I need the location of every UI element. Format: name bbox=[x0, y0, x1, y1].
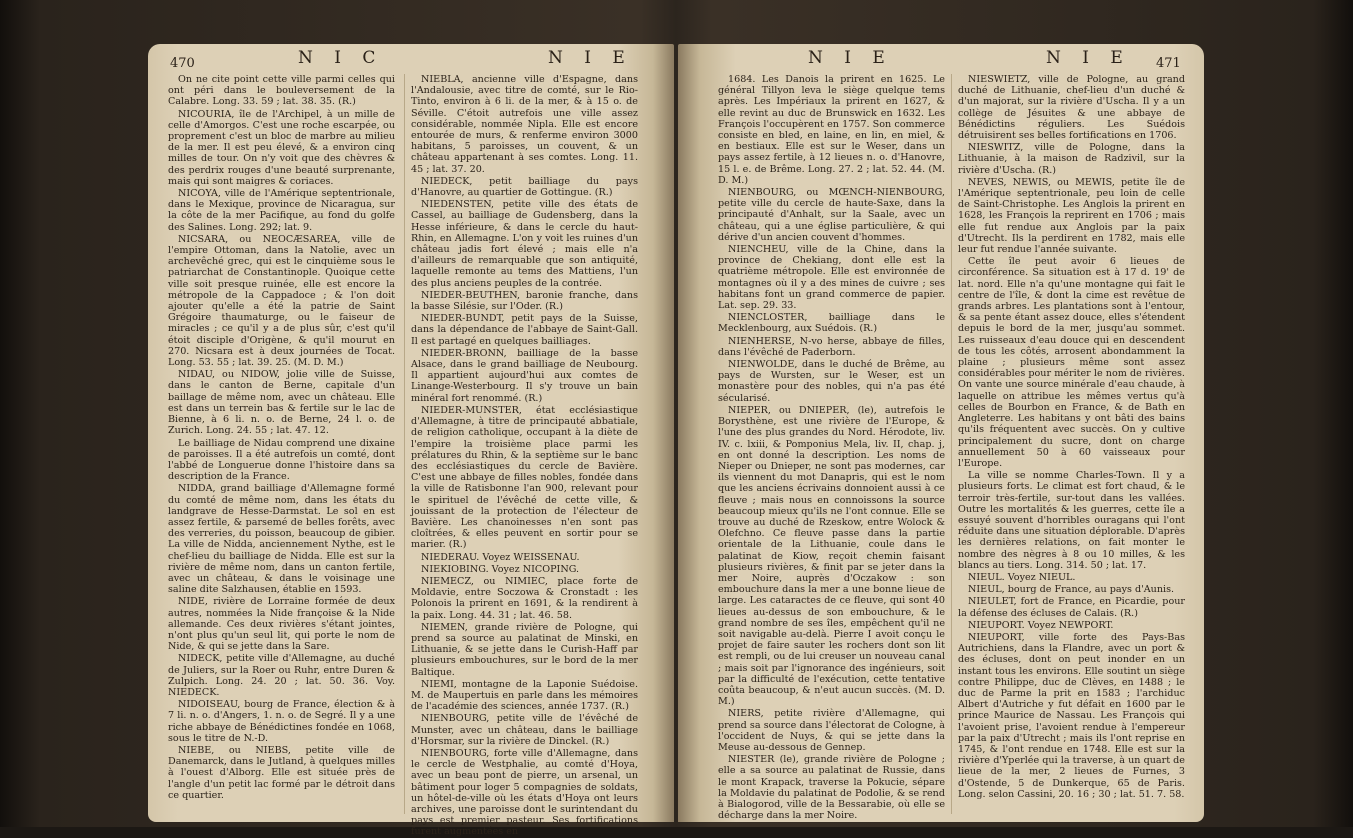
right-page-number: 471 bbox=[1156, 56, 1181, 71]
entry-paragraph: NIESTER (le), grande rivière de Pologne ; elle a sa source au palatinat de Russie, dans le mont Krapack, traverse la Pokucie, sépare la Moldavie du palatinat de Podolie, & se rend à Bialogorod, ville de la Bessarabie, où elle se décharge dans la mer Noire. bbox=[718, 754, 945, 822]
entry-paragraph: NIDOISEAU, bourg de France, élection & à 7 li. n. o. d'Angers, 1. n. o. de Segré. Il y a une riche abbaye de Bénédictines fondée en 1068, sous le titre de N.-D. bbox=[168, 699, 395, 744]
entry-paragraph: NIEBLA, ancienne ville d'Espagne, dans l'Andalousie, avec titre de comté, sur le Rio-Tinto, environ à 6 li. de la mer, & à 15 o. de Séville. C'étoit autrefois une ville assez considérable, nommée Nipla. Elle est encore entourée de murs, & renferme environ 3000 habitans, 5 paroisses, un couvent, & un château appartenant à ses comtes. Long. 11. 45 ; lat. 37. 20. bbox=[411, 74, 638, 175]
right-running-head: N I E bbox=[808, 48, 893, 68]
left-column-2 bbox=[411, 74, 638, 838]
entry-paragraph: NIEMECZ, ou NIMIEC, place forte de Moldavie, entre Soczowa & Cronstadt : les Polonois la prirent en 1691, & la rendirent à la paix. Long. 44. 31 ; lat. 46. 58. bbox=[411, 575, 638, 621]
entry-paragraph: NIEMI, montagne de la Laponie Suédoise. M. de Maupertuis en parle dans les mémoires de l'académie des sciences, année 1737. (R.) bbox=[411, 678, 638, 713]
entry-paragraph: Cette île peut avoir 6 lieues de circonférence. Sa situation est à 17 d. 19' de lat. nord. Elle n'a qu'une montagne qui fait le centre de l'île, & dont la cime est revêtue de grands arbres. Les plantations sont à l'entour, & sa pente étant assez douce, elles s'étendent depuis le bord de la mer, jusqu'au sommet. Les ruisseaux d'eau douce qui en descendent de tous les côtés, arrosent abondamment la plaine ; plusieurs même sont assez considérables pour mériter le nom de rivières. On vante une source minérale d'eau chaude, à laquelle on attribue les mêmes vertus qu'à celles de Bourbon en France, & de Bath en Angleterre. Les habitans y ont bâti des bains qu'ils fréquentent avec succès. On y cultive principalement du sucre, dont on charge annuellement 50 à 60 vaisseaux pour l'Europe. bbox=[958, 256, 1185, 469]
entry-paragraph: NIEPER, ou DNIEPER, (le), autrefois le Borysthène, est une rivière de l'Europe, & l'une des plus grandes du Nord. Hérodote, liv. IV. c. lxiii, & Pomponius Mela, liv. II, chap. j, en ont donné la description. Les noms de Nieper ou Dnieper, ne sont pas modernes, car ils viennent du mot Danapris, qui est le nom que les anciens écrivains donnoient aussi à ce fleuve ; mais nous en connoissons la source beaucoup mieux qu'ils ne l'ont connue. Elle se trouve au duché de Rzeskow, entre Wolock & Olefchno. Ce fleuve passe dans la partie orientale de la Lithuanie, coule dans le palatinat de Kiow, reçoit chemin faisant plusieurs rivières, & finit par se jeter dans la mer Noire, auprès d'Oczakow : son embouchure dans la mer a une bonne lieue de large. Les cataractes de ce fleuve, qui sont 40 lieues au-dessus de son embouchure, & le grand nombre de ses îles, empêchent qu'il ne soit navigable au-delà. Pierre I avoit conçu le projet de faire sauter les rochers dont son lit est rempli, ou de lui creuser un nouveau canal ; mais soit par l'ignorance des ingénieurs, soit par la difficulté de l'exécution, cette tentative coûta beaucoup, & n'eut aucun succès. (M. D. M.) bbox=[718, 404, 945, 708]
right-page bbox=[678, 44, 1204, 822]
entry-paragraph: Le bailliage de Nidau comprend une dixaine de paroisses. Il a été autrefois un comté, dont l'abbé de Longuerue donne l'histoire dans sa description de la France. bbox=[168, 437, 395, 483]
right-running-head-right: N I E bbox=[1046, 48, 1131, 68]
entry-paragraph: NIDECK, petite ville d'Allemagne, au duché de Juliers, sur la Roer ou Ruhr, entre Duren & Zulpich. Long. 24. 20 ; lat. 50. 36. Voy. NIEDECK. bbox=[168, 653, 395, 698]
entry-paragraph: NIEULET, fort de France, en Picardie, pour la défense des écluses de Calais. (R.) bbox=[958, 596, 1185, 619]
entry-paragraph: NICOURIA, île de l'Archipel, à un mille de celle d'Amorgos. C'est une roche escarpée, ou proprement c'est un bloc de marbre au milieu de la mer. Il est peu élevé, & a environ cinq milles de tour. On n'y voit que des chèvres & des perdrix rouges d'une beauté surprenante, mais qui sont maigres & coriaces. bbox=[168, 108, 395, 187]
left-page bbox=[148, 44, 674, 838]
entry-paragraph: NIENCLOSTER, bailliage dans le Mecklenbourg, aux Suédois. (R.) bbox=[718, 312, 945, 335]
entry-paragraph: NIESWIETZ, ville de Pologne, au grand duché de Lithuanie, chef-lieu d'un duché & d'un majorat, sur la rivière d'Uscha. Il y a un collège de Jésuites & une abbaye de Bénédictins réguliers. Les Suédois détruisirent ses belles fortifications en 1706. bbox=[958, 74, 1185, 142]
entry-paragraph: NIENBOURG, forte ville d'Allemagne, dans le cercle de Westphalie, au comté d'Hoya, avec un beau pont de pierre, un arsenal, un bâtiment pour loger 5 compagnies de soldats, un hôtel-de-ville où les états d'Hoya ont leurs archives, une paroisse dont le surintendant du pays est premier pasteur. Ses fortifications furent augmentées en bbox=[411, 747, 638, 838]
entry-paragraph: NIENCHEU, ville de la Chine, dans la province de Chekiang, dont elle est la quatrième métropole. Elle est environnée de montagnes où il y a des mines de cuivre ; ses habitans font un grand commerce de papier. Lat. sep. 29. 33. bbox=[718, 244, 945, 312]
entry-paragraph: NIDDA, grand bailliage d'Allemagne formé du comté de même nom, dans les états du landgrave de Hesse-Darmstat. Le sol en est assez fertile, & parsemé de belles forêts, avec des verreries, du poisson, beaucoup de gibier. La ville de Nidda, anciennement Nythe, est le chef-lieu du bailliage de Nidda. Elle est sur la rivière de même nom, dans un canton fertile, avec un château, & dans le voisinage une saline dite Salzhausen, établie en 1593. bbox=[168, 483, 395, 596]
entry-paragraph: NIENHERSE, N-vo herse, abbaye de filles, dans l'évêché de Paderborn. bbox=[718, 335, 945, 358]
entry-paragraph: NIEDECK, petit bailliage du pays d'Hanovre, au quartier de Gottingue. (R.) bbox=[411, 175, 638, 199]
left-running-head-right: N I E bbox=[548, 48, 633, 68]
entry-paragraph: NIESWITZ, ville de Pologne, dans la Lithuanie, à la maison de Radzivil, sur la rivière d'Uscha. (R.) bbox=[958, 142, 1185, 176]
entry-paragraph: NIEUL. Voyez NIEUL. bbox=[968, 571, 1076, 583]
entry-paragraph: NIEDERAU. Voyez WEISSENAU. bbox=[421, 551, 580, 563]
entry-paragraph: 1684. Les Danois la prirent en 1625. Le général Tillyon leva le siège quelque tems après. Les Impériaux la prirent en 1627, & elle revint au duc de Brunswick en 1632. Les François l'occupèrent en 1757. Son commerce consiste en bled, en laine, en lin, en miel, & en bestiaux. Elle est sur le Weser, dans un pays assez fertile, à 12 lieues n. o. d'Hanovre, 15 l. e. de Brême. Long. 27. 2 ; lat. 52. 44. (M. D. M.) bbox=[718, 74, 945, 186]
entry-paragraph: NIEDER-BUNDT, petit pays de la Suisse, dans la dépendance de l'abbaye de Saint-Gall. Il est partagé en quelques bailliages. bbox=[411, 313, 638, 347]
entry-paragraph: NICSARA, ou NEOCÆSAREA, ville de l'empire Ottoman, dans la Natolie, avec un archevêché grec, qui est le cinquième sous le patriarchat de Constantinople. Quoique cette ville soit presque ruinée, elle est encore la métropole de la Cappadoce ; & l'on doit ajouter qu'elle a été la patrie de Saint Grégoire thaumaturge, ou le faiseur de miracles ; ce qu'il y a de plus sûr, c'est qu'il étoit disciple d'Origène, & qu'il mourut en 270. Nicsara est à deux journées de Tocat. Long. 53. 55 ; lat. 39. 25. (M. D. M.) bbox=[168, 233, 395, 369]
right-column-2 bbox=[958, 74, 1185, 816]
entry-paragraph: NIEDER-BRONN, bailliage de la basse Alsace, dans le grand bailliage de Neubourg. Il appartient aujourd'hui aux comtes de Linange-Westerbourg. Il s'y trouve un bain minéral fort renommé. (R.) bbox=[411, 347, 638, 404]
entry-paragraph: NIEUL, bourg de France, au pays d'Aunis. bbox=[968, 584, 1175, 596]
entry-paragraph: NICOYA, ville de l'Amérique septentrionale, dans le Mexique, province de Nicaragua, sur la côte de la mer Pacifique, au fond du golfe des Salines. Long. 292; lat. 9. bbox=[168, 188, 395, 233]
entry-paragraph: On ne cite point cette ville parmi celles qui ont péri dans le bouleversement de la Calabre. Long. 33. 59 ; lat. 38. 35. (R.) bbox=[168, 74, 395, 108]
entry-paragraph: NIDE, rivière de Lorraine formée de deux autres, nommées la Nide françoise & la Nide allemande. Ces deux rivières s'étant jointes, n'ont plus qu'un seul lit, qui porte le nom de Nide, & qui se jette dans la Sare. bbox=[168, 596, 395, 653]
left-page-number: 470 bbox=[170, 56, 195, 71]
entry-paragraph: NIEMEN, grande rivière de Pologne, qui prend sa source au palatinat de Minski, en Lithuanie, & se jette dans le Curish-Haff par plusieurs embouchures, sur le bord de la mer Baltique. bbox=[411, 621, 638, 678]
left-column-1 bbox=[168, 74, 395, 816]
entry-paragraph: NIEBE, ou NIEBS, petite ville de Danemarck, dans le Jutland, à quelques milles à l'ouest d'Alborg. Elle est située près de l'angle d'un petit lac formé par le détroit dans ce quartier. bbox=[168, 744, 395, 801]
entry-paragraph: NIEDER-BEUTHEN, baronie franche, dans la basse Silésie, sur l'Oder. (R.) bbox=[411, 289, 638, 313]
entry-paragraph: NIEUPORT, ville forte des Pays-Bas Autrichiens, dans la Flandre, avec un port & des écluses, dont on peut inonder en un instant tous les environs. Elle soutint un siège contre Philippe, duc de Clèves, en 1488 ; le duc de Parme la prit en 1583 ; l'archiduc Albert d'Autriche y fut défait en 1600 par le prince Maurice de Nassau. Les François qui l'avoient prise, l'avoient rendue à l'empereur par la paix d'Utrecht ; mais ils l'ont reprise en 1745, & l'ont rendue en 1748. Elle est sur la rivière d'Yperlée qui la traverse, à un quart de lieue de la mer, 2 lieues de Furnes, 3 d'Ostende, 5 de Dunkerque, 65 de Paris. Long. selon Cassini, 20. 16 ; 30 ; lat. 51. 7. 58. bbox=[958, 631, 1185, 800]
entry-paragraph: NIENBOURG, petite ville de l'évêché de Munster, avec un château, dans le bailliage d'Horsmar, sur la rivière de Dinckel. (R.) bbox=[411, 713, 638, 747]
entry-paragraph: NIEKIOBING. Voyez NICOPING. bbox=[421, 563, 580, 575]
entry-paragraph: NIENWOLDE, dans le duché de Brême, au pays de Wursten, sur le Weser, est un monastère pour des nobles, qui n'a pas été sécularisé. bbox=[718, 359, 945, 404]
right-column-1 bbox=[718, 74, 945, 822]
column-divider bbox=[951, 74, 952, 814]
column-divider bbox=[404, 74, 405, 814]
entry-paragraph: NIEUPORT. Voyez NEWPORT. bbox=[968, 619, 1114, 631]
entry-paragraph: NIEDENSTEN, petite ville des états de Cassel, au bailliage de Gudensberg, dans la Hesse inférieure, & dans le cercle du haut-Rhin, en Allemagne. L'on y voit les ruines d'un château jadis fort élevé ; mais elle n'a d'ailleurs de remarquable que son antiquité, laquelle remonte au tems des Mattiens, l'un des plus anciens peuples de la contrée. bbox=[411, 199, 638, 289]
entry-paragraph: NEVES, NEWIS, ou MEWIS, petite île de l'Amérique septentrionale, peu loin de celle de Saint-Christophe. Les Anglois la prirent en 1628, les François la reprirent en 1706 ; mais elle fut rendue aux Anglois par la paix d'Utrecht. Ils la perdirent en 1782, mais elle leur fut rendue l'année suivante. bbox=[958, 176, 1185, 256]
left-running-head: N I C bbox=[298, 48, 384, 68]
entry-paragraph: NIERS, petite rivière d'Allemagne, qui prend sa source dans l'électorat de Cologne, à l'occident de Nuys, & qui se jette dans la Meuse au-dessous de Gennep. bbox=[718, 708, 945, 753]
entry-paragraph: NIEDER-MUNSTER, état ecclésiastique d'Allemagne, à titre de principauté abbatiale, de religion catholique, occupant à la diète de l'empire la troisième place parmi les prélatures du Rhin, & la septième sur le banc des ecclésiastiques du cercle de Bavière. C'est une abbaye de filles nobles, fondée dans la ville de Ratisbonne l'an 900, relevant pour le spirituel de l'évêché de cette ville, & jouissant de la protection de l'électeur de Bavière. Les chanoinesses n'en sont pas cloîtrées, & elles peuvent en sortir pour se marier. (R.) bbox=[411, 404, 638, 551]
entry-paragraph: La ville se nomme Charles-Town. Il y a plusieurs forts. Le climat est fort chaud, & le terroir très-fertile, sur-tout dans les vallées. Outre les mortalités & les guerres, cette île a essuyé souvent d'horribles ouragans qui l'ont réduite dans une situation déplorable. D'après les dernières relations, on fait monter le nombre des nègres à 8 ou 10 milles, & les blancs au tiers. Long. 314. 50 ; lat. 17. bbox=[958, 470, 1185, 571]
entry-paragraph: NIENBOURG, ou MŒNCH-NIENBOURG, petite ville du cercle de haute-Saxe, dans la principauté d'Anhalt, sur la Saale, avec un château, qui a une église particulière, & qui dérive d'un ancien couvent d'hommes. bbox=[718, 187, 945, 243]
entry-paragraph: NIDAU, ou NIDOW, jolie ville de Suisse, dans le canton de Berne, capitale d'un baillage de même nom, avec un château. Elle est dans un terrein bas & fertile sur le lac de Bienne, à 6 li. n. o. de Berne, 24 l. o. de Zurich. Long. 24. 55 ; lat. 47. 12. bbox=[168, 369, 395, 437]
